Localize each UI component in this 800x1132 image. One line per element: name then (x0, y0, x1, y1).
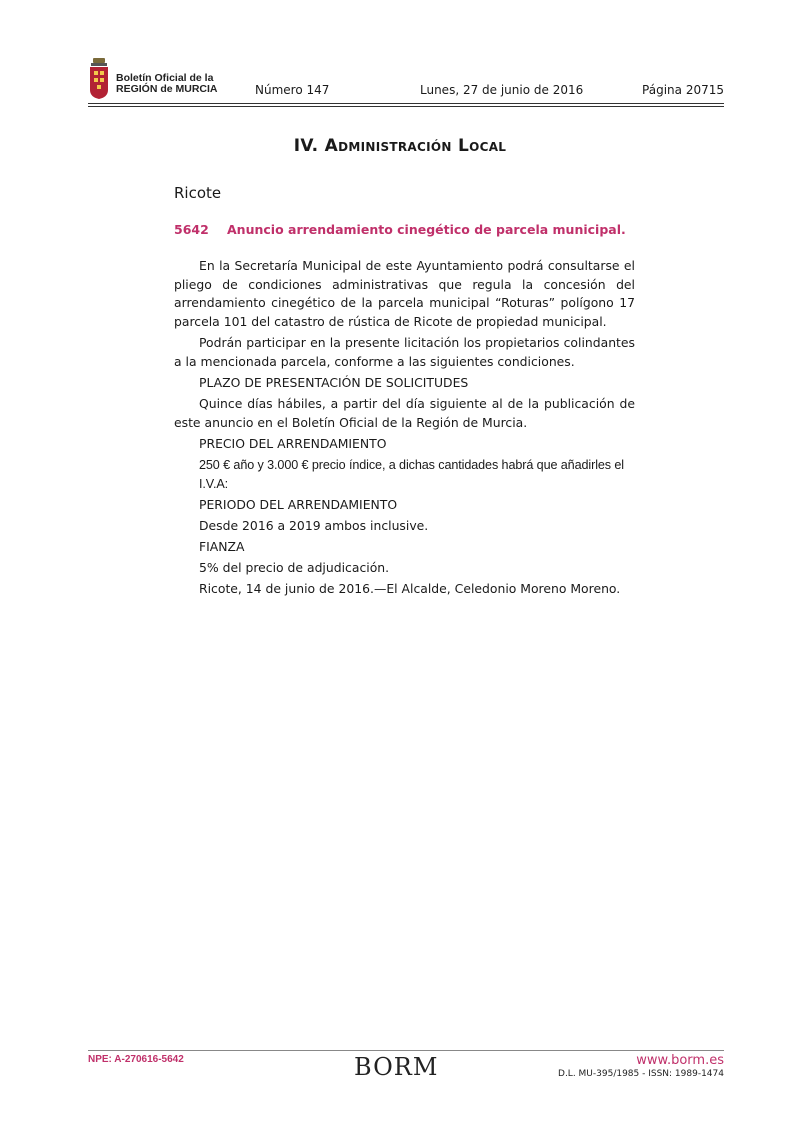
footer-rule (88, 1050, 724, 1051)
borm-logo: BORM (354, 1053, 439, 1081)
publication-name (116, 73, 218, 95)
npe-code: NPE: A-270616-5642 (88, 1054, 184, 1065)
paragraph-deposit: 5% del precio de adjudicación. (199, 560, 390, 576)
legal-deposit: D.L. MU-395/1985 - ISSN: 1989-1474 (558, 1069, 724, 1079)
section-title: IV. Administración Local (293, 136, 507, 156)
document-body (174, 257, 635, 602)
paragraph-submission-period: Quince días hábiles, a partir del día siguiente al de la publicación de este anuncio en el Boletín Oficial de la Región de Murcia. (174, 395, 635, 430)
paragraph-lease-price: 250 € año y 3.000 € precio índice, a dichas cantidades habrá que añadirles el I.V.A: (199, 457, 624, 491)
publication-line-1: Boletín Oficial de la (116, 72, 214, 84)
page-number: Página 20715 (642, 83, 724, 97)
announcement-title: Anuncio arrendamiento cinegético de parcela municipal. (227, 222, 626, 237)
paragraph-participation: Podrán participar en la presente licitación los propietarios colindantes a la mencionada parcela, conforme a las siguientes condiciones. (174, 334, 635, 369)
header-rule-bottom (88, 106, 724, 107)
website-link[interactable]: www.borm.es (636, 1053, 724, 1068)
heading-deposit: FIANZA (199, 539, 245, 555)
coat-of-arms-icon (88, 56, 110, 100)
entity-name: Ricote (174, 184, 222, 202)
heading-lease-price: PRECIO DEL ARRENDAMIENTO (199, 435, 387, 451)
announcement-number: 5642 (174, 222, 209, 237)
signature-line: Ricote, 14 de junio de 2016.—El Alcalde, Celedonio Moreno Moreno. (199, 581, 621, 597)
page-header (88, 56, 724, 102)
heading-submission-period: PLAZO DE PRESENTACIÓN DE SOLICITUDES (199, 374, 469, 390)
paragraph-lease-period: Desde 2016 a 2019 ambos inclusive. (199, 517, 429, 533)
heading-lease-period: PERIODO DEL ARRENDAMIENTO (199, 496, 398, 512)
issue-number: Número 147 (255, 83, 330, 97)
header-rule-top (88, 103, 724, 104)
publication-line-2: REGIÓN de MURCIA (116, 83, 218, 95)
issue-date: Lunes, 27 de junio de 2016 (420, 83, 584, 97)
announcement-heading (174, 222, 626, 237)
paragraph-consult: En la Secretaría Municipal de este Ayuntamiento podrá consultarse el pliego de condiciones administrativas que regula la concesión del arrendamiento cinegético de la parcela municipal “Roturas” polígono 17 parcela 101 del catastro de rústica de Ricote de propiedad municipal. (174, 258, 635, 329)
